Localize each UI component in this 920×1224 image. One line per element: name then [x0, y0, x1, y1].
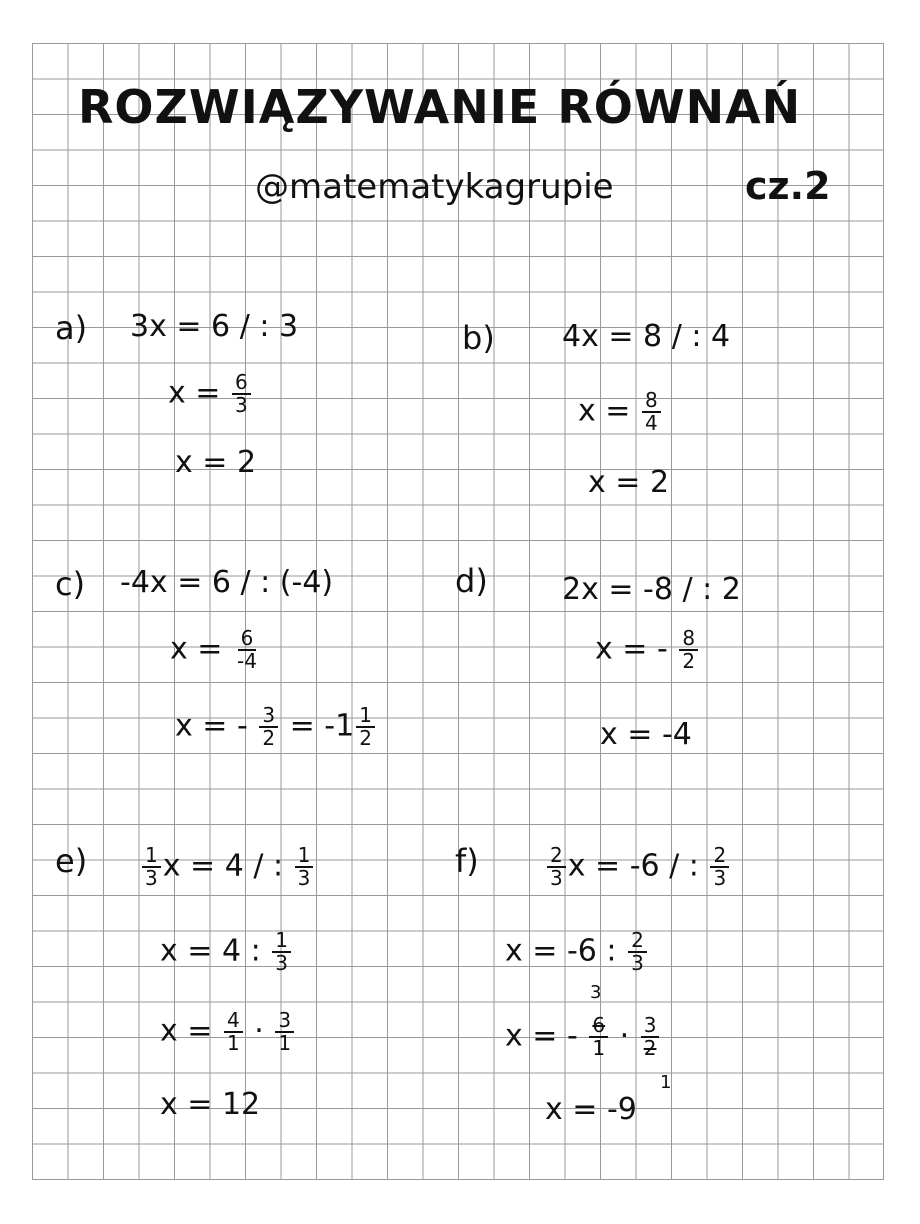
problem-f-label: f)	[455, 842, 479, 880]
fraction-numerator: 3	[259, 705, 278, 728]
page-title: ROZWIĄZYWANIE RÓWNAŃ	[78, 80, 802, 134]
fraction	[641, 1015, 660, 1059]
fraction-numerator: 3	[641, 1015, 660, 1038]
fraction-denominator: -4	[236, 649, 257, 673]
problem-f-step1-text: x = -6 :	[505, 933, 617, 969]
problem-a-step1-text: x =	[168, 375, 221, 411]
problem-c-step1	[170, 628, 262, 672]
problem-d-operation: / : 2	[682, 572, 741, 607]
fraction	[589, 1015, 608, 1059]
cancel-result-bottom: 1	[660, 1072, 672, 1093]
problem-a-result: x = 2	[175, 445, 257, 480]
fraction	[275, 1010, 294, 1054]
fraction-numerator: 8	[642, 390, 661, 413]
problem-e-eq-text: x = 4	[162, 848, 244, 884]
fraction-denominator: 1	[592, 1036, 606, 1060]
fraction	[710, 845, 729, 889]
fraction-denominator-cancelled: 2	[643, 1036, 657, 1060]
problem-c-step2	[175, 705, 377, 749]
fraction-denominator: 3	[631, 951, 644, 975]
fraction-denominator: 1	[278, 1031, 292, 1055]
problem-c-step2-text: x = -	[175, 708, 248, 744]
fraction-numerator: 1	[356, 705, 375, 728]
fraction-denominator: 1	[226, 1031, 240, 1055]
fraction-denominator: 2	[682, 649, 696, 673]
problem-d-label: d)	[455, 562, 488, 600]
fraction-denominator: 3	[550, 866, 563, 890]
fraction-denominator: 3	[297, 866, 311, 890]
fraction-numerator: 1	[295, 845, 314, 868]
fraction-denominator: 3	[145, 866, 158, 890]
fraction	[234, 628, 260, 672]
problem-c-equation	[120, 565, 334, 600]
fraction-numerator: 6	[238, 628, 257, 651]
fraction-numerator: 1	[272, 930, 291, 953]
problem-b-operation: / : 4	[671, 319, 731, 354]
problem-a-operation: / : 3	[239, 309, 299, 344]
fraction	[272, 930, 291, 974]
problem-d-step1	[595, 628, 700, 672]
fraction-numerator: 4	[224, 1010, 243, 1033]
fraction	[232, 372, 251, 416]
problem-d-step1-text: x = -	[595, 631, 668, 667]
multiply-dot: ·	[619, 1018, 630, 1054]
fraction-denominator: 2	[262, 726, 276, 750]
problem-c-operation: / : (-4)	[240, 565, 334, 600]
problem-f-equation	[545, 845, 731, 889]
problem-c-step2-mixed: = -1	[289, 708, 355, 744]
problem-e-equation	[140, 845, 315, 889]
fraction	[642, 390, 661, 434]
fraction	[295, 845, 314, 889]
problem-c-eq-text: -4x = 6	[120, 565, 231, 600]
fraction	[259, 705, 278, 749]
problem-c-step1-text: x =	[170, 631, 223, 667]
fraction-denominator: 3	[234, 393, 248, 417]
multiply-dot: ·	[254, 1013, 264, 1049]
fraction-numerator: 3	[275, 1010, 294, 1033]
problem-b-result: x = 2	[588, 465, 670, 500]
fraction-numerator: 2	[710, 845, 729, 868]
problem-a-equation	[130, 309, 299, 344]
problem-e-step2-text: x =	[160, 1013, 213, 1049]
fraction-numerator: 8	[679, 628, 698, 651]
part-label: cz.2	[745, 164, 831, 208]
fraction-numerator-cancelled: 6	[589, 1015, 608, 1038]
problem-e-label: e)	[55, 842, 88, 880]
fraction	[628, 930, 647, 974]
problem-d-eq-text: 2x = -8	[562, 572, 673, 607]
problem-c-label: c)	[55, 565, 86, 603]
problem-b-step1-text: x =	[578, 393, 631, 429]
problem-f-operation: / :	[669, 848, 699, 884]
author-handle: @matematykagrupie	[255, 167, 614, 207]
problem-e-step1-text: x = 4 :	[160, 933, 261, 969]
problem-f-eq-text: x = -6	[567, 848, 660, 884]
problem-a-label: a)	[55, 309, 88, 347]
problem-e-step1	[160, 930, 293, 974]
fraction-denominator: 2	[359, 726, 372, 750]
fraction-numerator: 6	[232, 372, 251, 395]
problem-b-label: b)	[462, 319, 495, 357]
problem-f-step2-text: x = -	[505, 1018, 578, 1054]
problem-d-result: x = -4	[600, 717, 692, 752]
problem-b-equation	[562, 319, 731, 354]
problem-b-eq-text: 4x = 8	[562, 319, 663, 354]
problem-b-step1	[578, 390, 663, 434]
fraction-numerator: 2	[628, 930, 647, 953]
problem-a-step1	[168, 372, 253, 416]
fraction-denominator: 3	[713, 866, 727, 890]
problem-f-step1	[505, 930, 649, 974]
fraction	[356, 705, 375, 749]
cancel-result-top: 3	[590, 982, 602, 1003]
problem-e-operation: / :	[253, 848, 284, 884]
problem-d-equation	[562, 572, 741, 607]
fraction-denominator: 3	[275, 951, 288, 975]
fraction	[142, 845, 161, 889]
fraction	[224, 1010, 243, 1054]
fraction-numerator: 1	[142, 845, 161, 868]
problem-e-step2	[160, 1010, 296, 1054]
fraction-numerator: 2	[547, 845, 566, 868]
problem-e-result: x = 12	[160, 1087, 261, 1122]
problem-f-result: x = -9	[545, 1092, 637, 1127]
problem-a-eq-text: 3x = 6	[130, 309, 231, 344]
problem-f-step2	[505, 1015, 661, 1059]
fraction	[547, 845, 566, 889]
fraction-denominator: 4	[644, 411, 658, 435]
fraction	[679, 628, 698, 672]
